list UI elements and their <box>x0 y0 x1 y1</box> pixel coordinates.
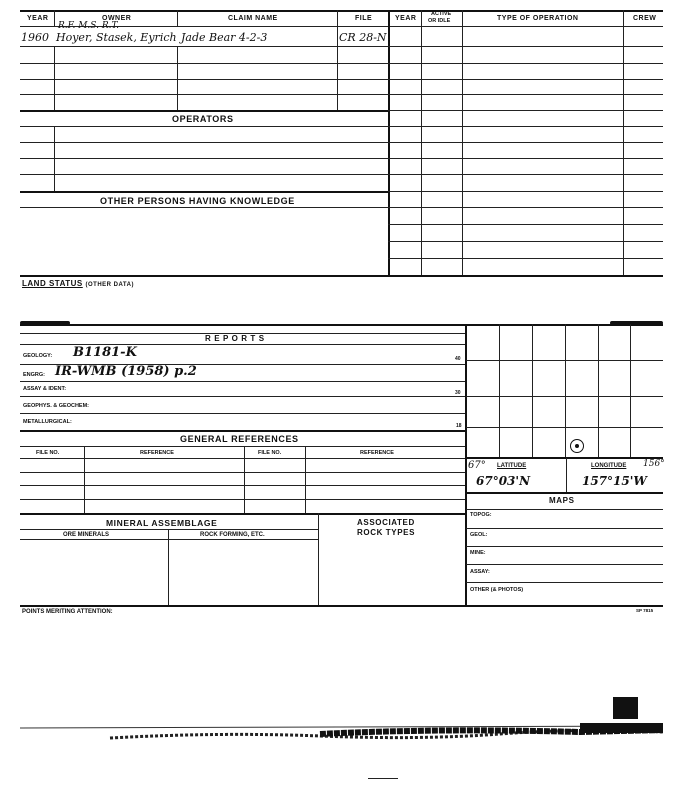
scan-artifact <box>20 722 663 746</box>
geophys-label: GEOPHYS. & GEOCHEM: <box>23 403 90 409</box>
report-num-18: 18 <box>456 423 462 429</box>
engrg-value: IR-WMB (1958) p.2 <box>55 364 197 379</box>
col-year2-header: YEAR <box>395 15 417 22</box>
col-type-op-header: TYPE OF OPERATION <box>497 15 579 22</box>
entry-owner-initials: R.F. M.S. R.T. <box>58 21 120 31</box>
col-year-header: YEAR <box>27 15 49 22</box>
other-persons-title: OTHER PERSONS HAVING KNOWLEDGE <box>100 196 295 206</box>
rock-forming-label: ROCK FORMING, ETC. <box>200 532 265 538</box>
land-status-label <box>22 279 134 288</box>
maps-topog-label: TOPOG: <box>470 512 492 518</box>
points-meriting-label: POINTS MERITING ATTENTION: <box>22 609 113 615</box>
ref-col-file-no-2: FILE NO. <box>258 450 282 456</box>
entry-claim: Jade Bear 4-2-3 <box>181 31 268 44</box>
maps-other-label: OTHER (& PHOTOS) <box>470 587 524 593</box>
col-claim-name-header: CLAIM NAME <box>228 15 278 22</box>
general-references-title: GENERAL REFERENCES <box>180 434 299 444</box>
entry-year: 1960 <box>21 31 49 44</box>
scan-black-block <box>613 697 638 719</box>
lon-deg: 156° <box>643 459 665 469</box>
reports-title: R E P O R T S <box>205 334 265 343</box>
latitude-label: LATITUDE <box>497 463 527 469</box>
associated-label-2: ROCK TYPES <box>357 528 416 537</box>
longitude-value: 157°15'W <box>582 474 647 488</box>
maps-assay-label: ASSAY: <box>470 569 490 575</box>
entry-owner: Hoyer, Stasek, Eyrich <box>56 31 177 44</box>
assay-ident-label: ASSAY & IDENT: <box>23 386 67 392</box>
land-status-main: LAND STATUS <box>22 279 83 288</box>
ref-col-file-no-1: FILE NO. <box>36 450 60 456</box>
longitude-label: LONGITUDE <box>591 463 627 469</box>
mineral-assemblage-title: MINERAL ASSEMBLAGE <box>106 518 218 528</box>
geology-label: GEOLOGY: <box>23 353 53 359</box>
maps-mine-label: MINE: <box>470 550 486 556</box>
engrg-label: ENGRG: <box>23 372 45 378</box>
form-number: SP 7815 <box>636 608 654 613</box>
maps-title: MAPS <box>549 496 575 505</box>
report-num-30: 30 <box>455 390 461 396</box>
latitude-value: 67°03'N <box>476 474 531 488</box>
land-status-sub: (OTHER DATA) <box>85 282 134 288</box>
col-file-header: FILE <box>355 15 373 22</box>
entry-file: CR 28-N <box>339 31 387 44</box>
metallurgical-label: METALLURGICAL: <box>23 419 72 425</box>
col-crew-header: CREW <box>633 15 657 22</box>
ref-col-reference-2: REFERENCE <box>360 450 394 456</box>
location-marker-icon <box>570 439 584 453</box>
ref-col-reference-1: REFERENCE <box>140 450 174 456</box>
ore-minerals-label: ORE MINERALS <box>63 532 110 538</box>
maps-geol-label: GEOL: <box>470 532 488 538</box>
col-active-header-2: OR IDLE <box>428 18 451 24</box>
report-num-40: 40 <box>455 356 461 362</box>
geology-value: B1181-K <box>73 345 137 360</box>
associated-label-1: ASSOCIATED <box>357 518 415 527</box>
col-active-header-1: ACTIVE <box>431 11 452 17</box>
location-grid <box>466 324 663 458</box>
operators-title: OPERATORS <box>172 114 234 124</box>
lat-deg: 67° <box>468 460 486 471</box>
col-owner-header: OWNER <box>102 15 132 22</box>
